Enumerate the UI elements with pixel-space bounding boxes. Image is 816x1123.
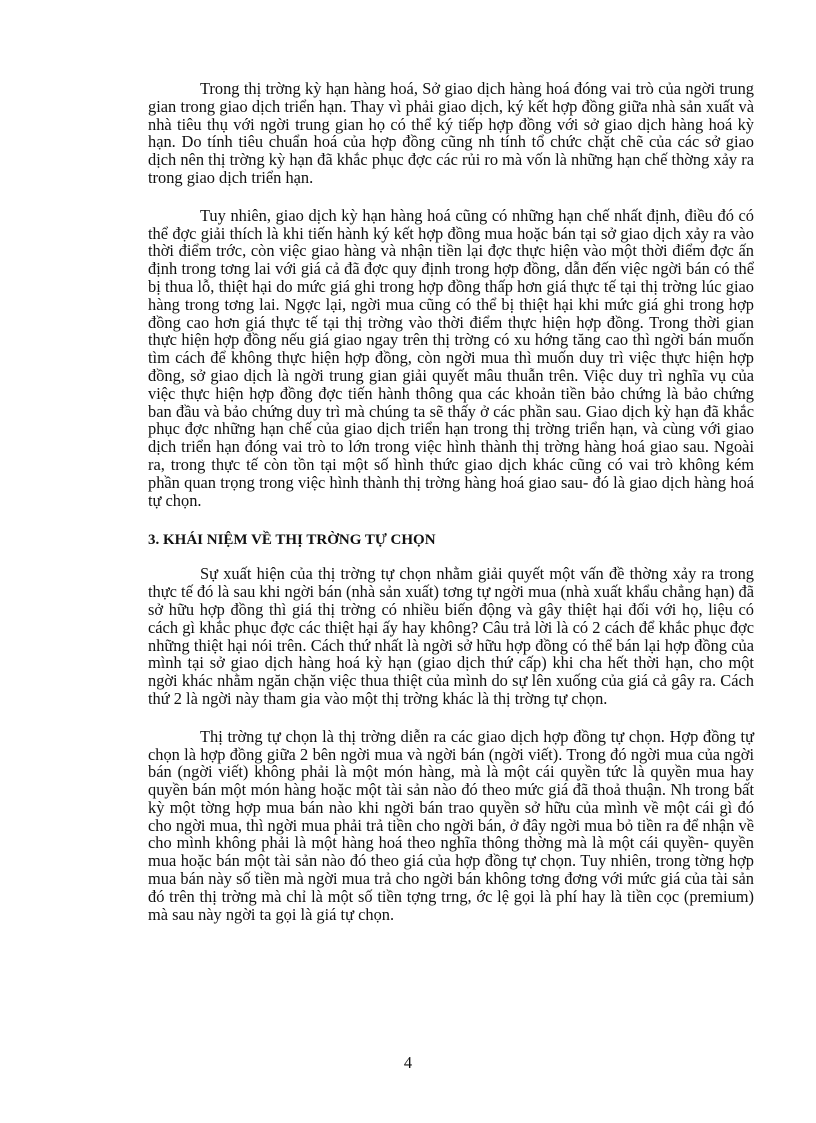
paragraph-forward-exchange: Trong thị trờng kỳ hạn hàng hoá, Sở giao dịch hàng hoá đóng vai trò của ngời trung gian trong giao dịch triển hạn. Thay vì phải giao dịch, ký kết hợp đồng giữa nhà sản xuất và nhà tiêu thụ với ngời trung gian họ có thể ký tiếp hợp đồng với sở giao dịch hàng hoá kỳ hạn. Do tính tiêu chuẩn hoá của hợp đồng cũng nh tính tổ chức chặt chẽ của các sở giao dịch nên thị trờng kỳ hạn đã khắc phục đợc các rủi ro mà vốn là những hạn chế thờng xảy ra trong giao dịch triển hạn. [148, 79, 754, 187]
paragraph-options-origin: Sự xuất hiện của thị trờng tự chọn nhằm giải quyết một vấn đề thờng xảy ra trong thực tế đó là sau khi ngời bán (nhà sản xuất) tơng tự ngời mua (nhà xuất khẩu chẳng hạn) đã sở hữu hợp đồng thì giá thị trờng có nhiều biến động và gây thiệt hại đối với họ, liệu có cách gì khắc phục đợc các thiệt hại ấy hay không? Câu trả lời là có 2 cách để khắc phục đợc những thiệt hại nói trên. Cách thứ nhất là ngời sở hữu hợp đồng có thể bán lại hợp đồng của mình tại sở giao dịch hàng hoá kỳ hạn (giao dịch thứ cấp) khi cha hết thời hạn, cho một ngời khác nhằm ngăn chặn việc thua thiệt của mình do sự lên xuống của giá cả gây ra. Cách thứ 2 là ngời này tham gia vào một thị trờng khác là thị trờng tự chọn. [148, 564, 754, 708]
paragraph-options-definition: Thị trờng tự chọn là thị trờng diễn ra các giao dịch hợp đồng tự chọn. Hợp đồng tự chọn là hợp đồng giữa 2 bên ngời mua và ngời bán (ngời viết). Trong đó ngời mua của ngời bán (ngời viết) không phải là một món hàng, mà là một cái quyền tức là quyền mua hay quyền bán một món hàng hoặc một tài sản nào đó theo mức giá đã thoả thuận. Nh trong bất kỳ một tờng hợp mua bán nào khi ngời bán trao quyền sở hữu của mình về một cái gì đó cho ngời mua, thì ngời mua phải trả tiền cho ngời bán, ở đây ngời mua bỏ tiền ra để nhận về cho mình không phải là một hàng hoá theo nghĩa thông thờng mà là một cái quyền- quyền mua hoặc bán một tài sản nào đó theo giá của hợp đồng tự chọn. Tuy nhiên, trong tờng hợp mua bán này số tiền mà ngời mua trả cho ngời bán không tơng đơng với mức giá của tài sản đó trên thị trờng mà chỉ là một số tiền tợng trng, ớc lệ gọi là phí hay là tiền cọc (premium) mà sau này ngời ta gọi là giá tự chọn. [148, 726, 754, 924]
section-heading: 3. KHÁI NIỆM VỀ THỊ TRỜNG TỰ CHỌN [148, 532, 436, 549]
page-content [148, 80, 754, 923]
page-number: 4 [403, 1053, 413, 1072]
paragraph-forward-limitations: Tuy nhiên, giao dịch kỳ hạn hàng hoá cũng có những hạn chế nhất định, điều đó có thể đợc giải thích là khi tiến hành ký kết hợp đồng mua hoặc bán tại sở giao dịch xảy ra vào thời điểm trớc, còn việc giao hàng và nhận tiền lại đợc thực hiện vào một thời điểm đợc ấn định trong tơng lai với giá cả đã đợc quy định trong hợp đồng, dẫn đến việc ngời bán có thể bị thua lỗ, thiệt hại do mức giá ghi trong hợp đồng thấp hơn giá thực tế tại thị trờng lúc giao hàng trong tơng lai. Ngợc lại, ngời mua cũng có thể bị thiệt hại khi mức giá ghi trong hợp đồng cao hơn giá thực tế tại thị trờng vào thời điểm thực hiện hợp đồng. Trong thời gian thực hiện hợp đồng nếu giá giao ngay trên thị trờng có xu hớng tăng cao thì ngời bán muốn tìm cách để không thực hiện hợp đồng, còn ngời mua thì muốn duy trì việc thực hiện hợp đồng, sở giao dịch là ngời trung gian giải quyết mâu thuẫn trên. Việc duy trì nghĩa vụ của việc thực hiện hợp đồng đợc tiến hành thông qua các khoản tiền bảo chứng là bảo chứng ban đầu và bảo chứng duy trì mà chúng ta sẽ thấy ở các phần sau. Giao dịch kỳ hạn đã khắc phục đợc những hạn chế của giao dịch triển hạn trong thị trờng triển hạn, và cùng với giao dịch triển hạn đóng vai trò to lớn trong việc hình thành thị trờng hàng hoá giao sau. Ngoài ra, trong thực tế còn tồn tại một số hình thức giao dịch khác cũng có vai trò không kém phần quan trọng trong việc hình thành thị trờng hàng hoá giao sau- đó là giao dịch hàng hoá tự chọn. [148, 205, 754, 510]
